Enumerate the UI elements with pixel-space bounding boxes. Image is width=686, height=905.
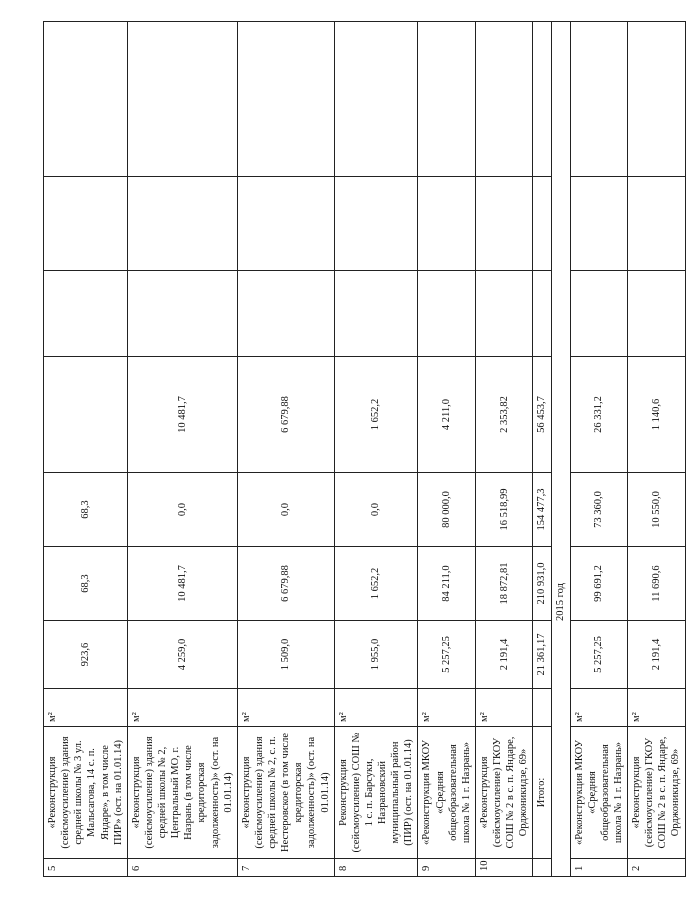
republic-value: 26 331,2: [570, 357, 628, 473]
total-cost-value: 99 691,2: [570, 547, 628, 621]
empty-cell: [237, 177, 334, 271]
table-row: [127, 22, 237, 877]
object-name: Реконструкция (сейсмоусиление) СОШ № 1 с. п. Барсуки, Назрановский муниципальный район (ПИР) (ост. на 01.01.14): [334, 727, 418, 859]
total-cost-value: 1 652,2: [334, 547, 418, 621]
row-number: 7: [237, 859, 334, 877]
empty-cell: [44, 271, 128, 357]
unit: м²: [628, 689, 686, 727]
year-label: 2015 год: [551, 22, 570, 877]
empty-cell: [334, 177, 418, 271]
empty-cell: [628, 271, 686, 357]
empty-cell: [127, 271, 237, 357]
federal-value: 68,3: [44, 473, 128, 547]
object-name: «Реконструкция (сейсмоусиление) ГКОУ СОШ № 2 в с. п. Яндаре, Орджоникидзе, 69»: [628, 727, 686, 859]
empty-cell: [334, 271, 418, 357]
republic-value: 2 353,82: [475, 357, 533, 473]
empty-cell: [570, 177, 628, 271]
row-number: 9: [418, 859, 476, 877]
total-republic: 56 453,7: [533, 357, 551, 473]
empty-cell: [475, 177, 533, 271]
table-row: [628, 22, 686, 877]
republic-value: 6 679,88: [237, 357, 334, 473]
empty-cell: [533, 22, 551, 177]
object-name: «Реконструкция (сейсмоусиление) здания средней школы № 3 ул. Мальсагова, 14 с. п. Яндаре», в том числе ПИР» (ост. на 01.01.14): [44, 727, 128, 859]
table-body: [44, 22, 686, 877]
empty-cell: [533, 271, 551, 357]
unit: м²: [44, 689, 128, 727]
republic-value: 1 652,2: [334, 357, 418, 473]
capacity-value: 5 257,25: [418, 621, 476, 689]
empty-cell: [475, 271, 533, 357]
empty-cell: [44, 177, 128, 271]
empty-cell: [533, 177, 551, 271]
empty-cell: [418, 271, 476, 357]
total-row: [533, 22, 551, 877]
total-label: Итого:: [533, 727, 551, 859]
capacity-value: 4 259,0: [127, 621, 237, 689]
row-number: 2: [628, 859, 686, 877]
empty-cell: [628, 22, 686, 177]
federal-value: 0,0: [127, 473, 237, 547]
rotated-table-wrapper: [43, 22, 682, 877]
object-name: «Реконструкция (сейсмоусиление) здания средней школы № 2, Центральный МО, г. Назрань (в том числе кредиторская задолженность)» (ост. на 01.01.14): [127, 727, 237, 859]
republic-value: 1 140,6: [628, 357, 686, 473]
total-cost: 210 931,0: [533, 547, 551, 621]
federal-value: 80 000,0: [418, 473, 476, 547]
empty-cell: [533, 859, 551, 877]
row-number: 10: [475, 859, 533, 877]
total-federal: 154 477,3: [533, 473, 551, 547]
empty-cell: [475, 22, 533, 177]
unit: м²: [570, 689, 628, 727]
empty-cell: [418, 22, 476, 177]
empty-cell: [628, 177, 686, 271]
year-row: [551, 22, 570, 877]
table-row: [237, 22, 334, 877]
unit: м²: [418, 689, 476, 727]
capacity-value: 2 191,4: [628, 621, 686, 689]
capacity-value: 1 509,0: [237, 621, 334, 689]
empty-cell: [237, 22, 334, 177]
republic-value: 4 211,0: [418, 357, 476, 473]
row-number: 8: [334, 859, 418, 877]
capacity-value: 923,6: [44, 621, 128, 689]
table-row: [418, 22, 476, 877]
federal-value: 16 518,99: [475, 473, 533, 547]
total-capacity: 21 361,17: [533, 621, 551, 689]
empty-cell: [44, 22, 128, 177]
empty-cell: [570, 271, 628, 357]
unit: м²: [334, 689, 418, 727]
republic-value: 10 481,7: [127, 357, 237, 473]
total-cost-value: 6 679,88: [237, 547, 334, 621]
object-name: «Реконструкция МКОУ «Средняя общеобразовательная школа № 1 г. Назрань»: [418, 727, 476, 859]
table-row: [44, 22, 128, 877]
federal-value: 0,0: [334, 473, 418, 547]
unit: м²: [237, 689, 334, 727]
unit: м²: [475, 689, 533, 727]
republic-value: [44, 357, 128, 473]
total-cost-value: 11 690,6: [628, 547, 686, 621]
capacity-value: 5 257,25: [570, 621, 628, 689]
object-name: «Реконструкция МКОУ «Средняя общеобразовательная школа № 1 г. Назрань»: [570, 727, 628, 859]
table-row: [570, 22, 628, 877]
empty-cell: [418, 177, 476, 271]
row-number: 6: [127, 859, 237, 877]
empty-cell: [334, 22, 418, 177]
empty-cell: [237, 271, 334, 357]
empty-cell: [127, 22, 237, 177]
total-cost-value: 84 211,0: [418, 547, 476, 621]
federal-value: 0,0: [237, 473, 334, 547]
table-row: [334, 22, 418, 877]
object-name: «Реконструкция (сейсмоусиление) ГКОУ СОШ № 2 в с. п. Яндаре, Орджоникидзе, 69»: [475, 727, 533, 859]
row-number: 5: [44, 859, 128, 877]
capacity-value: 1 955,0: [334, 621, 418, 689]
federal-value: 73 360,0: [570, 473, 628, 547]
unit: м²: [127, 689, 237, 727]
total-cost-value: 68,3: [44, 547, 128, 621]
total-cost-value: 18 872,81: [475, 547, 533, 621]
empty-cell: [533, 689, 551, 727]
row-number: 1: [570, 859, 628, 877]
empty-cell: [570, 22, 628, 177]
capacity-value: 2 191,4: [475, 621, 533, 689]
table-row: [475, 22, 533, 877]
federal-value: 10 550,0: [628, 473, 686, 547]
empty-cell: [127, 177, 237, 271]
total-cost-value: 10 481,7: [127, 547, 237, 621]
construction-table: [43, 21, 686, 877]
object-name: «Реконструкция (сейсмоусиление) здания средней школы № 2, с. п. Нестеровское (в том числе кредиторская задолженность)» (ост. на 01.01.14): [237, 727, 334, 859]
